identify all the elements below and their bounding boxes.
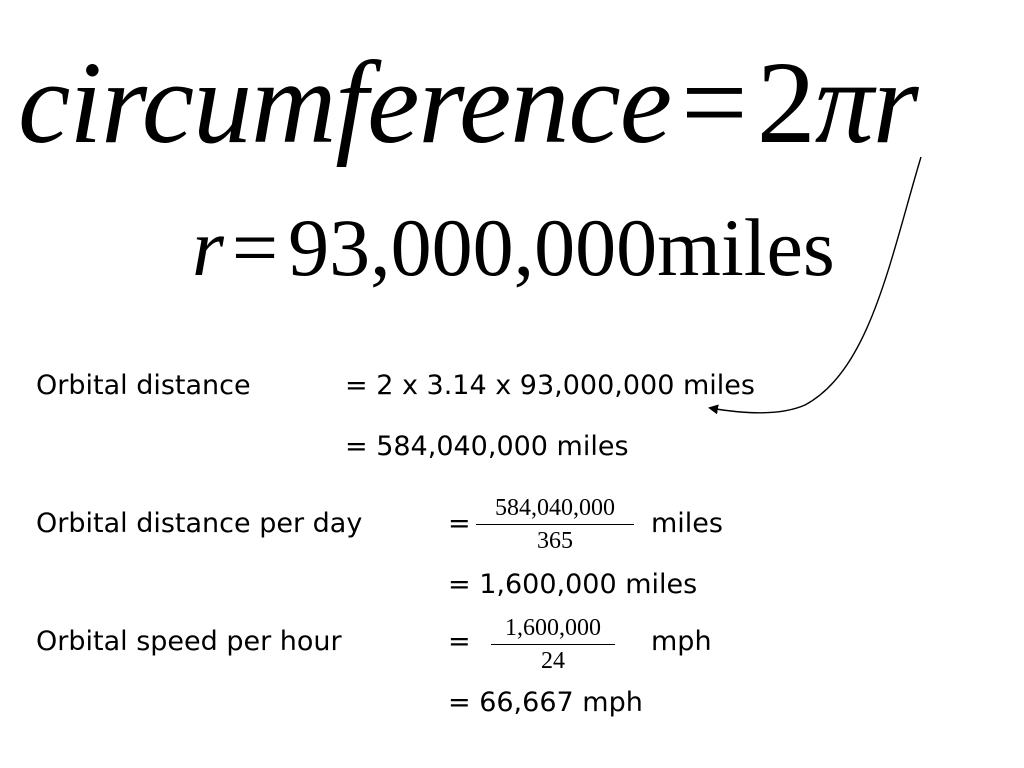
per-day-numerator: 584,040,000: [476, 494, 634, 525]
per-hour-fraction: [491, 614, 615, 675]
radius-value: 93,000,000miles: [288, 202, 835, 293]
per-hour-label: Orbital speed per hour: [36, 626, 342, 657]
per-day-equals: =: [448, 508, 471, 539]
per-hour-equals: =: [448, 626, 471, 657]
radius-formula: [192, 200, 835, 296]
per-hour-unit: mph: [651, 626, 712, 657]
circumference-coefficient: 2: [756, 37, 815, 168]
orbital-distance-label: Orbital distance: [36, 370, 251, 401]
orbital-distance-expression: = 2 x 3.14 x 93,000,000 miles: [345, 370, 755, 401]
per-day-denominator: 365: [537, 528, 573, 554]
circumference-lhs: circumference: [18, 37, 672, 168]
circumference-formula: [18, 38, 1008, 168]
per-day-result: = 1,600,000 miles: [448, 569, 698, 600]
per-hour-result: = 66,667 mph: [448, 687, 643, 718]
per-day-label: Orbital distance per day: [36, 508, 363, 539]
per-day-unit: miles: [651, 508, 723, 539]
per-hour-numerator: 1,600,000: [491, 614, 615, 645]
per-hour-denominator: 24: [541, 648, 565, 674]
per-day-fraction: [476, 494, 634, 555]
radius-equals: =: [231, 202, 279, 293]
radius-variable: r: [192, 202, 224, 293]
circumference-equals: =: [681, 37, 747, 168]
circumference-pi-r: πr: [814, 37, 918, 168]
orbital-distance-result: = 584,040,000 miles: [345, 431, 629, 462]
